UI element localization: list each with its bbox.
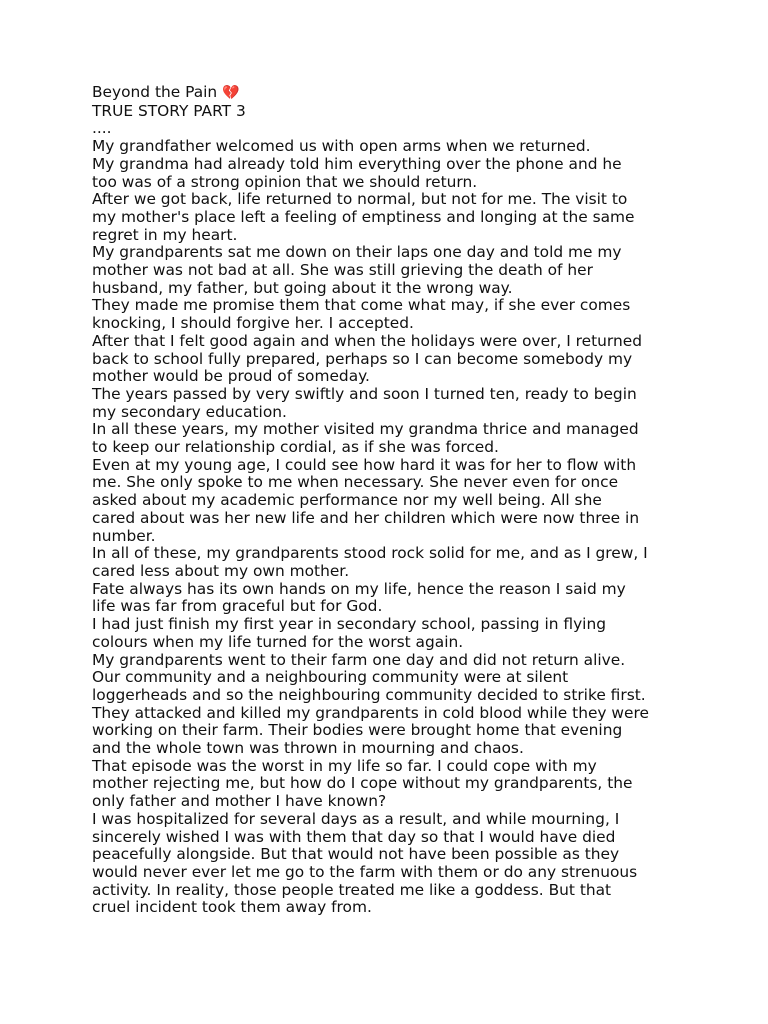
title-text: Beyond the Pain [92, 83, 218, 101]
body-line: regret in my heart. [92, 225, 238, 244]
story-body [92, 138, 692, 917]
body-line: colours when my life turned for the worst again. [92, 632, 464, 651]
document-title [92, 84, 692, 103]
body-line: Even at my young age, I could see how hard it was for her to flow with [92, 455, 637, 474]
body-line: mother was not bad at all. She was still grieving the death of her [92, 261, 593, 280]
body-line: knocking, I should forgive her. I accepted. [92, 314, 414, 333]
document-page [92, 84, 692, 917]
body-line: working on their farm. Their bodies were brought home that evening [92, 721, 623, 740]
body-line: They attacked and killed my grandparents in cold blood while they were [92, 703, 649, 722]
body-line: only father and mother I have known? [92, 792, 387, 811]
body-line: After that I felt good again and when the holidays were over, I returned [92, 331, 642, 350]
body-line: loggerheads and so the neighbouring community decided to strike first. [92, 685, 646, 704]
body-line: too was of a strong opinion that we should return. [92, 172, 478, 191]
body-line: me. She only spoke to me when necessary. She never even for once [92, 473, 619, 492]
document-subtitle: TRUE STORY PART 3 [92, 101, 246, 120]
body-line: mother rejecting me, but how do I cope without my grandparents, the [92, 774, 633, 793]
body-line: asked about my academic performance nor my well being. All she [92, 491, 602, 510]
body-line: my mother's place left a feeling of emptiness and longing at the same [92, 207, 635, 226]
body-line: mother would be proud of someday. [92, 367, 370, 386]
body-line: They made me promise them that come what may, if she ever comes [92, 296, 631, 315]
body-line: cruel incident took them away from. [92, 898, 372, 917]
body-line: Our community and a neighbouring community were at silent [92, 668, 569, 687]
body-line: Fate always has its own hands on my life, hence the reason I said my [92, 579, 626, 598]
body-line: peacefully alongside. But that would not have been possible as they [92, 845, 620, 864]
body-line: The years passed by very swiftly and soon I turned ten, ready to begin [92, 384, 637, 403]
body-line: In all these years, my mother visited my grandma thrice and managed [92, 420, 639, 439]
body-line: my secondary education. [92, 402, 287, 421]
body-line: back to school fully prepared, perhaps so I can become somebody my [92, 349, 633, 368]
body-line: cared less about my own mother. [92, 561, 350, 580]
body-line: My grandma had already told him everything over the phone and he [92, 154, 622, 173]
body-line: would never ever let me go to the farm with them or do any strenuous [92, 862, 638, 881]
body-line: number. [92, 526, 156, 545]
body-line: cared about was her new life and her children which were now three in [92, 508, 640, 527]
ellipsis-line: .... [92, 119, 112, 138]
body-line: My grandparents went to their farm one day and did not return alive. [92, 650, 626, 669]
body-line: activity. In reality, those people treated me like a goddess. But that [92, 880, 612, 899]
body-line: life was far from graceful but for God. [92, 597, 383, 616]
body-line: My grandfather welcomed us with open arms when we returned. [92, 137, 591, 156]
body-line: husband, my father, but going about it the wrong way. [92, 278, 513, 297]
body-line: My grandparents sat me down on their laps one day and told me my [92, 243, 622, 262]
broken-heart-icon: 💔 [222, 85, 240, 101]
body-line: I was hospitalized for several days as a result, and while mourning, I [92, 809, 620, 828]
body-line: and the whole town was thrown in mourning and chaos. [92, 739, 524, 758]
body-line: I had just finish my first year in secondary school, passing in flying [92, 615, 606, 634]
body-line: After we got back, life returned to normal, but not for me. The visit to [92, 190, 628, 209]
body-line: In all of these, my grandparents stood rock solid for me, and as I grew, I [92, 544, 648, 563]
body-line: to keep our relationship cordial, as if she was forced. [92, 438, 499, 457]
body-line: sincerely wished I was with them that day so that I would have died [92, 827, 616, 846]
body-line: That episode was the worst in my life so far. I could cope with my [92, 756, 597, 775]
